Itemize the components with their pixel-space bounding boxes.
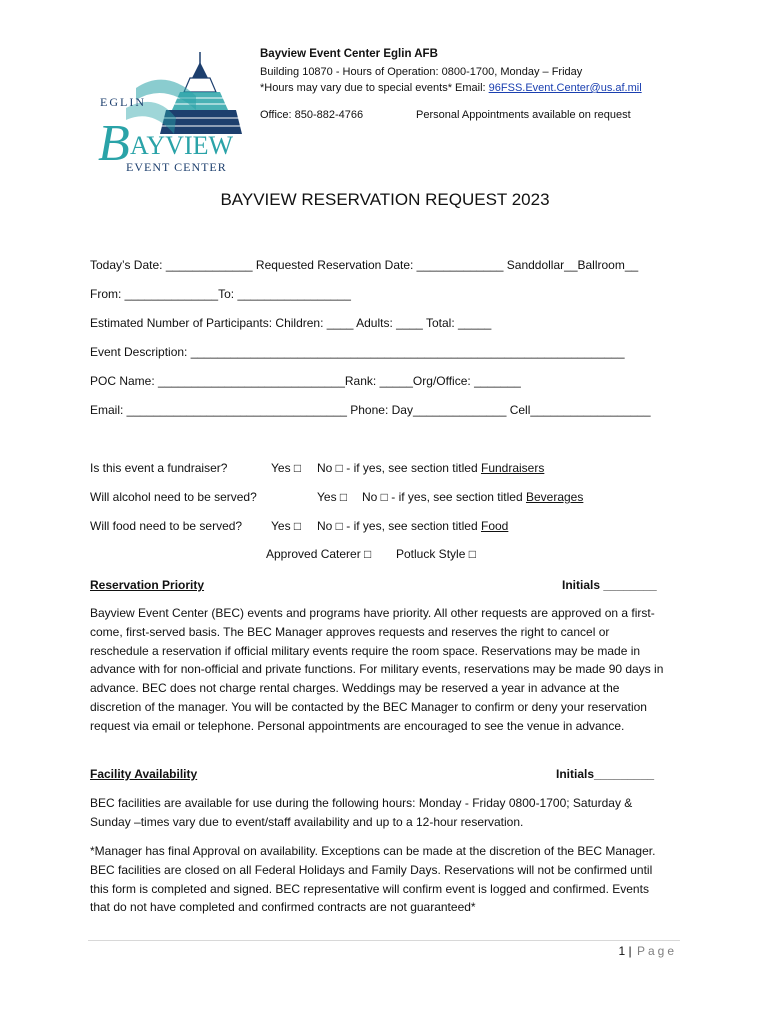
document-title: BAYVIEW RESERVATION REQUEST 2023: [220, 190, 550, 209]
header-email-line: [260, 82, 642, 94]
manager-approval-text: *Manager has final Approval on availability. Exceptions can be made at the discretion of the BEC Manager. BEC facilities are closed on all Federal Holidays and Family Days. Reservations will not be confirmed until this form is completed and signed. BEC representative will confirm event is logged and confirmed. Events that do not have completed and confirmed contracts are not guaranteed*: [90, 844, 656, 915]
header-title: Bayview Event Center Eglin AFB: [260, 48, 438, 60]
header-note: *Hours may vary due to special events* Email:: [260, 82, 489, 94]
bayview-logo: [96, 48, 248, 176]
alcohol-no-option[interactable]: [362, 490, 583, 504]
form-line-time[interactable]: From: ______________To: _________________: [90, 287, 351, 301]
fundraisers-section-link: Fundraisers: [480, 461, 545, 475]
priority-initials-field[interactable]: Initials ________: [562, 578, 657, 592]
question-fundraiser-label: Is this event a fundraiser?: [90, 461, 228, 475]
fundraiser-no-option[interactable]: [317, 461, 544, 475]
approved-caterer-checkbox[interactable]: Approved Caterer □: [266, 547, 372, 561]
food-yes-checkbox[interactable]: Yes □: [271, 519, 302, 533]
alcohol-no-checkbox[interactable]: No □ - if yes, see section titled: [362, 490, 526, 504]
page-number: 1: [618, 944, 626, 958]
page-word: Page: [636, 944, 677, 958]
facility-availability-heading: Facility Availability: [90, 767, 198, 781]
logo-eglin-text: EGLIN: [100, 95, 146, 109]
form-line-participants[interactable]: Estimated Number of Participants: Children: ____ Adults: ____ Total: _____: [90, 316, 492, 330]
page-footer: [0, 944, 677, 958]
logo-sub-text: EVENT CENTER: [126, 160, 227, 174]
food-section-link: Food: [480, 519, 509, 533]
email-link[interactable]: 96FSS.Event.Center@us.af.mil: [488, 82, 642, 94]
footer-divider: [88, 940, 680, 941]
question-alcohol-label: Will alcohol need to be served?: [90, 490, 257, 504]
question-food-label: Will food need to be served?: [90, 519, 243, 533]
facility-hours-text: BEC facilities are available for use during the following hours: Monday - Friday 0800-1700; Saturday & Sunday –times vary due to event/staff availability and up to a 12-hour reservation.: [90, 796, 633, 829]
potluck-checkbox[interactable]: Potluck Style □: [396, 547, 476, 561]
logo-main-text: AYVIEW: [130, 131, 234, 160]
building-graphic: [126, 52, 242, 134]
fundraiser-yes-checkbox[interactable]: Yes □: [271, 461, 302, 475]
alcohol-yes-checkbox[interactable]: Yes □: [317, 490, 348, 504]
reservation-priority-text: Bayview Event Center (BEC) events and programs have priority. All other requests are approved on a first-come, first-served basis. The BEC Manager approves requests and reserves the right to cancel or reschedule a reservation if official military events require the room space. Reservations may be made in advance with for non-official and private functions. For military events, reservations may be made 90 days in advance. BEC does not charge rental charges. Weddings may be reserved a year in advance at the discretion of the manager. You will be contacted by the BEC Manager to confirm or deny your reservation request via email or telephone. Personal appointments are encouraged to see the venue in advance.: [90, 606, 664, 733]
form-line-description[interactable]: Event Description: _________________________________________________________________: [90, 345, 625, 359]
fundraiser-no-checkbox[interactable]: No □ - if yes, see section titled: [317, 461, 481, 475]
header-appointments: Personal Appointments available on request: [416, 109, 631, 121]
logo-initial-b: B: [98, 115, 130, 172]
availability-initials-field[interactable]: Initials_________: [556, 767, 655, 781]
header-hours: Building 10870 - Hours of Operation: 0800-1700, Monday – Friday: [260, 66, 583, 78]
header-office: Office: 850-882-4766: [260, 109, 364, 121]
reservation-priority-heading: Reservation Priority: [90, 578, 205, 592]
form-line-dates[interactable]: Today’s Date: _____________ Requested Reservation Date: _____________ Sanddollar__Ballroom__: [90, 258, 639, 272]
form-line-contact[interactable]: Email: _________________________________ Phone: Day______________ Cell__________________: [90, 403, 651, 417]
page-separator: |: [628, 944, 632, 958]
form-line-poc[interactable]: POC Name: ____________________________Rank: _____Org/Office: _______: [90, 374, 521, 388]
beverages-section-link: Beverages: [525, 490, 584, 504]
food-no-checkbox[interactable]: No □ - if yes, see section titled: [317, 519, 481, 533]
food-no-option[interactable]: [317, 519, 508, 533]
